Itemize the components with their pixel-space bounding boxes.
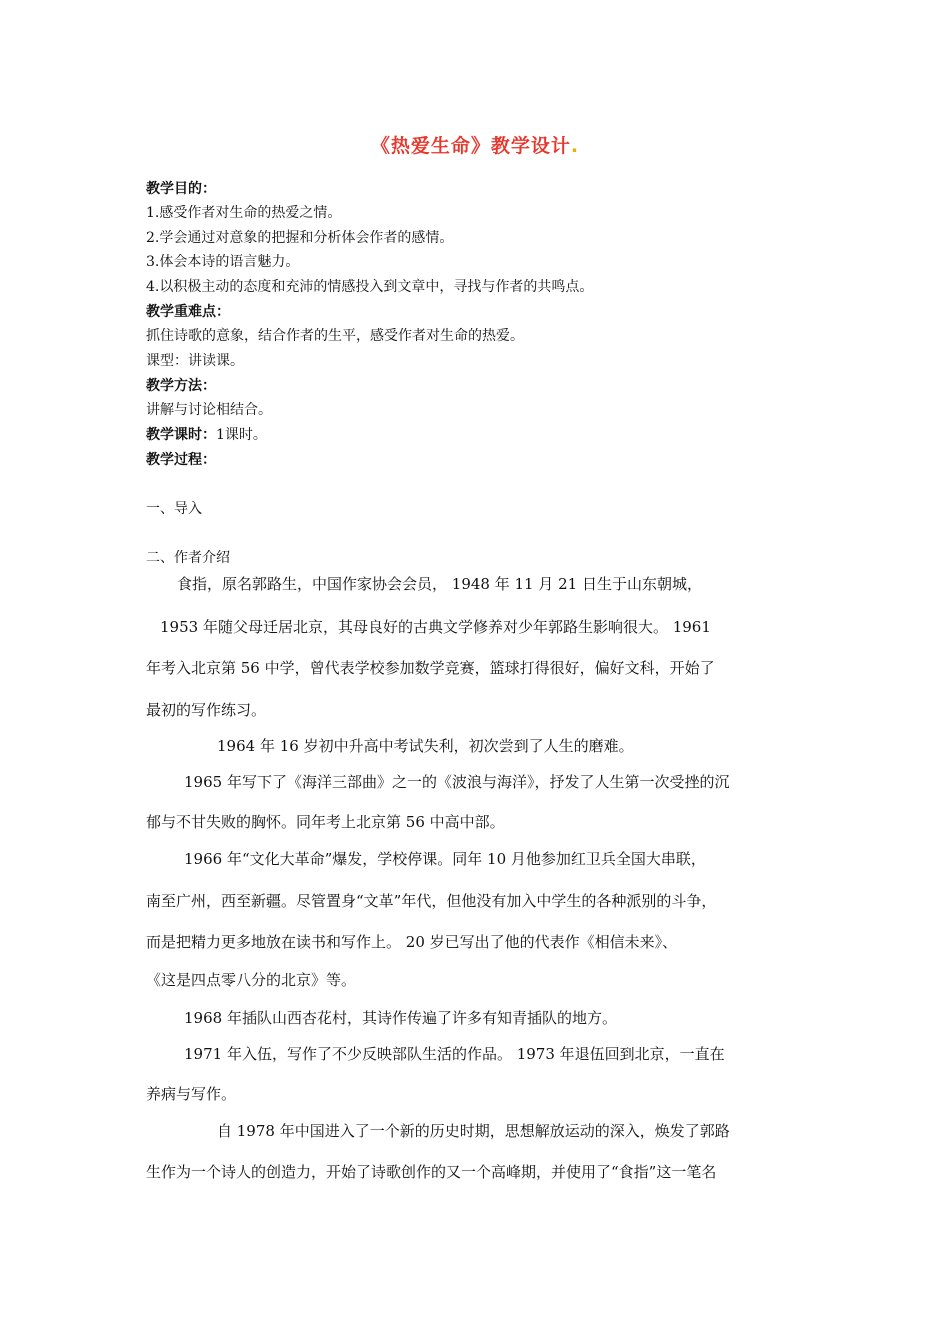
objective-item: 3.体会本诗的语言魅力。 (146, 254, 300, 270)
bio-paragraph-line: 年考入北京第 56 中学，曾代表学校参加数学竞赛，篮球打得很好，偏好文科，开始了 (146, 659, 715, 677)
bio-paragraph-line: 1966 年“文化大革命”爆发，学校停课。同年 10 月他参加红卫兵全国大串联， (184, 850, 706, 868)
bio-paragraph-line: 郁与不甘失败的胸怀。同年考上北京第 56 中高中部。 (146, 813, 505, 831)
title-mark: . (570, 135, 580, 157)
bio-paragraph-line: 养病与写作。 (146, 1085, 237, 1103)
objective-item: 4.以积极主动的态度和充沛的情感投入到文章中，寻找与作者的共鸣点。 (146, 279, 594, 295)
key-points-text: 抓住诗歌的意象，结合作者的生平，感受作者对生命的热爱。 (146, 328, 524, 344)
objectives-heading: 教学目的： (146, 181, 216, 197)
hours-heading: 教学课时： (146, 427, 216, 443)
methods-heading: 教学方法： (146, 378, 216, 394)
bio-paragraph-line: 自 1978 年中国进入了一个新的历史时期，思想解放运动的深入，焕发了郭路 (217, 1122, 730, 1140)
bio-paragraph-line: 南至广州，西至新疆。尽管置身“文革”年代，但他没有加入中学生的各种派别的斗争， (146, 892, 717, 910)
section-heading: 一、导入 (146, 501, 202, 517)
hours-line (146, 425, 267, 445)
methods-text: 讲解与讨论相结合。 (146, 402, 272, 418)
bio-paragraph-line: 1968 年插队山西杏花村，其诗作传遍了许多有知青插队的地方。 (184, 1009, 617, 1027)
bio-paragraph-line: 最初的写作练习。 (146, 701, 267, 719)
section-heading: 二、作者介绍 (146, 550, 230, 566)
document-title (0, 131, 950, 158)
objective-item: 1.感受作者对生命的热爱之情。 (146, 205, 342, 221)
process-heading: 教学过程： (146, 452, 216, 468)
hours-value: 1课时。 (216, 427, 267, 443)
bio-paragraph-line: 食指，原名郭路生，中国作家协会会员， 1948 年 11 月 21 日生于山东朝城， (177, 575, 702, 593)
bio-paragraph-line: 《这是四点零八分的北京》等。 (146, 971, 357, 989)
bio-paragraph-line: 1964 年 16 岁初中升高中考试失利，初次尝到了人生的磨难。 (217, 737, 634, 755)
objective-item: 2.学会通过对意象的把握和分析体会作者的感情。 (146, 230, 454, 246)
bio-paragraph-line: 而是把精力更多地放在读书和写作上。 20 岁已写出了他的代表作《相信未来》、 (146, 933, 678, 951)
bio-paragraph-line: 生作为一个诗人的创造力，开始了诗歌创作的又一个高峰期，并使用了“食指”这一笔名 (146, 1163, 717, 1181)
title-text: 《热爱生命》教学设计 (370, 135, 571, 157)
bio-paragraph-line: 1965 年写下了《海洋三部曲》之一的《波浪与海洋》，抒发了人生第一次受挫的沉 (184, 773, 730, 791)
bio-paragraph-line: 1953 年随父母迁居北京，其母良好的古典文学修养对少年郭路生影响很大。 1961 (160, 618, 711, 636)
lesson-type: 课型：讲读课。 (146, 353, 244, 369)
key-points-heading: 教学重难点： (146, 304, 230, 320)
bio-paragraph-line: 1971 年入伍，写作了不少反映部队生活的作品。 1973 年退伍回到北京，一直在 (184, 1045, 725, 1063)
